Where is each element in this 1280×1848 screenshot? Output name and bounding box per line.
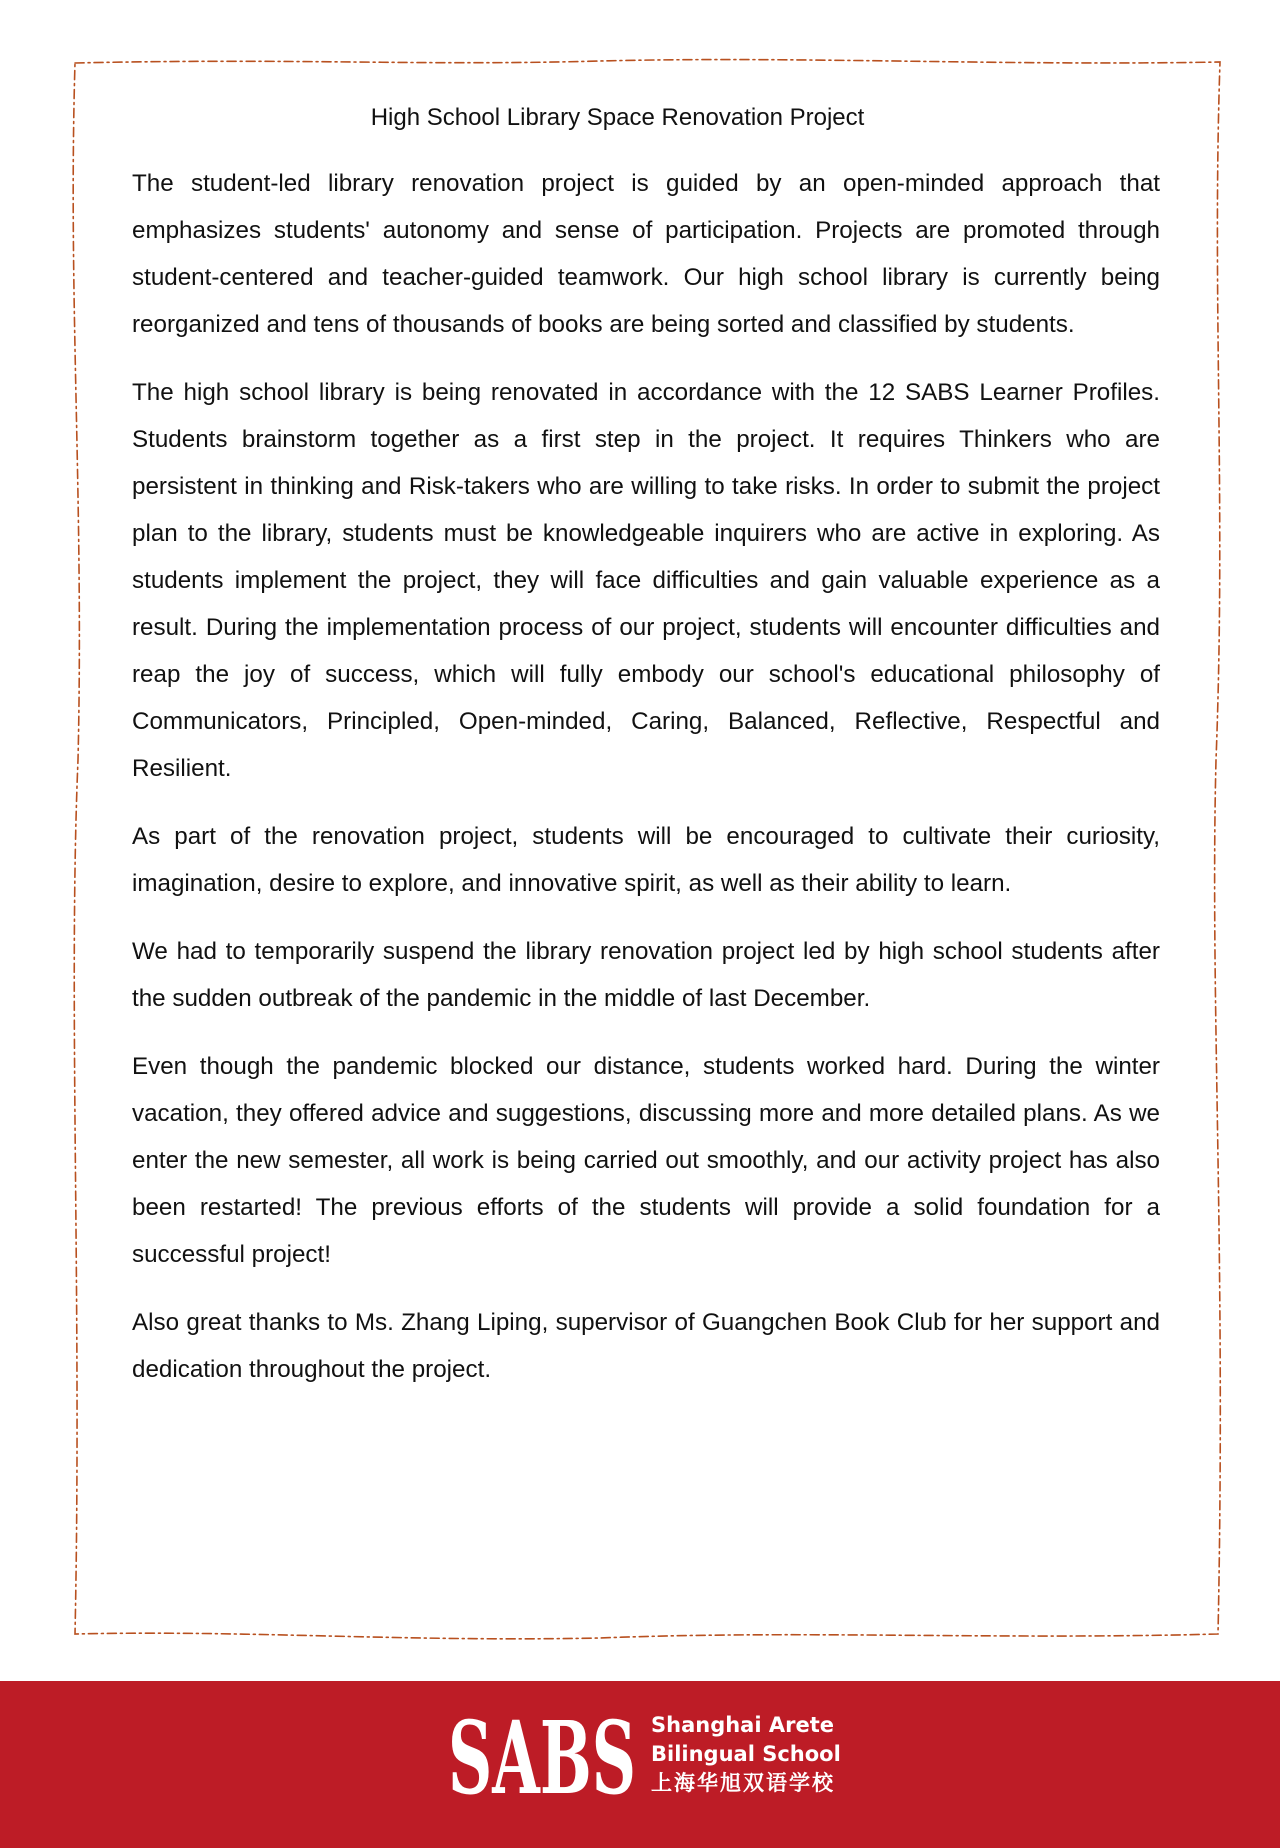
school-name-block: [651, 1711, 841, 1798]
paragraph: Also great thanks to Ms. Zhang Liping, supervisor of Guangchen Book Club for her support and dedication throughout the project.: [132, 1309, 1160, 1383]
logo-wordmark: SABS: [448, 1707, 636, 1807]
school-name-line-1: Shanghai Arete: [651, 1713, 834, 1737]
school-name-line-2: Bilingual School: [651, 1742, 841, 1766]
sabs-logo: [448, 1707, 638, 1807]
paragraph: Even though the pandemic blocked our distance, students worked hard. During the winter vacation, they offered advice and suggestions, discussing more and more detailed plans. As we enter the new semester, all work is being carried out smoothly, and our activity project has also been restarted! The previous efforts of the students will provide a solid foundation for a successful project!: [132, 1053, 1160, 1268]
paragraph: We had to temporarily suspend the library renovation project led by high school students after the sudden outbreak of the pandemic in the middle of last December.: [132, 938, 1160, 1012]
document-title: High School Library Space Renovation Project: [370, 104, 865, 131]
footer-banner: [0, 1681, 1280, 1848]
paragraph: The high school library is being renovated in accordance with the 12 SABS Learner Profiles. Students brainstorm together as a first step in the project. It requires Thinkers who are persistent in thinking and Risk-takers who are willing to take risks. In order to submit the project plan to the library, students must be knowledgeable inquirers who are active in exploring. As students implement the project, they will face difficulties and gain valuable experience as a result. During the implementation process of our project, students will encounter difficulties and reap the joy of success, which will fully embody our school's educational philosophy of Communicators, Principled, Open-minded, Caring, Balanced, Reflective, Respectful and Resilient.: [132, 379, 1160, 782]
school-name-chinese: 上海华旭双语学校: [651, 1771, 835, 1795]
document-body: [132, 160, 1160, 1414]
paragraph: The student-led library renovation project is guided by an open-minded approach that emphasizes students' autonomy and sense of participation. Projects are promoted through student-centered and teacher-guided teamwork. Our high school library is currently being reorganized and tens of thousands of books are being sorted and classified by students.: [132, 170, 1160, 338]
paragraph: As part of the renovation project, students will be encouraged to cultivate their curiosity, imagination, desire to explore, and innovative spirit, as well as their ability to learn.: [132, 823, 1160, 897]
